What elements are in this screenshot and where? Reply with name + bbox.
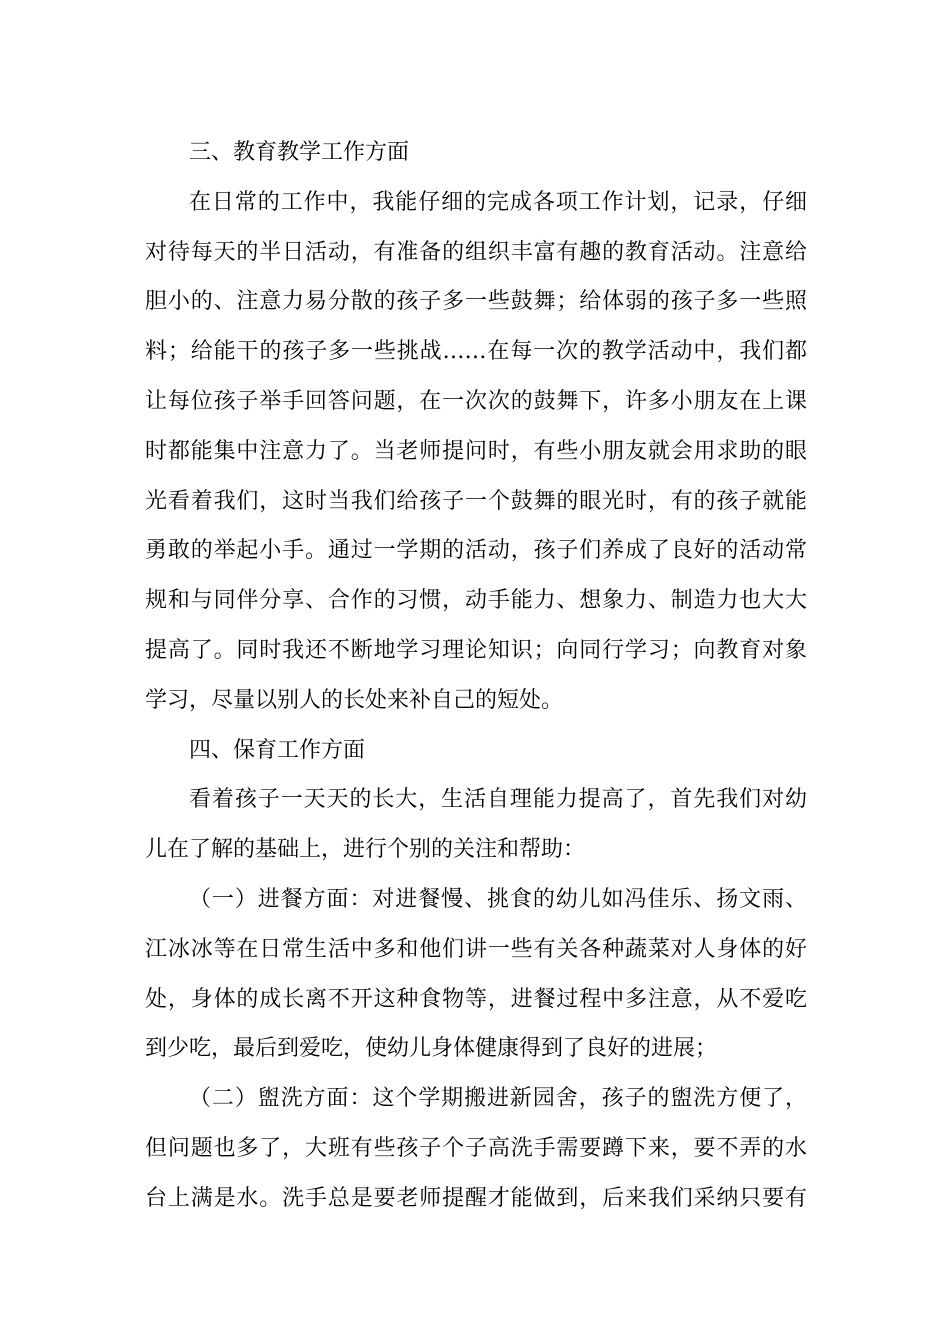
paragraph-line: 时都能集中注意力了。当老师提问时，有些小朋友就会用求助的眼 bbox=[145, 438, 807, 464]
paragraph-line: 提高了。同时我还不断地学习理论知识；向同行学习；向教育对象 bbox=[145, 637, 807, 663]
section-heading: 三、教育教学工作方面 bbox=[189, 140, 410, 165]
paragraph-line: 台上满是水。洗手总是要老师提醒才能做到，后来我们采纳只要有 bbox=[145, 1185, 807, 1211]
paragraph-line: 光看着我们，这时当我们给孩子一个鼓舞的眼光时，有的孩子就能 bbox=[145, 488, 807, 514]
paragraph-line: 江冰冰等在日常生活中多和他们讲一些有关各种蔬菜对人身体的好 bbox=[145, 936, 807, 962]
paragraph-line: （一）进餐方面：对进餐慢、挑食的幼儿如冯佳乐、扬文雨、 bbox=[189, 886, 807, 912]
paragraph-line: 勇敢的举起小手。通过一学期的活动，孩子们养成了良好的活动常 bbox=[145, 538, 807, 564]
paragraph-line: 但问题也多了，大班有些孩子个子高洗手需要蹲下来，要不弄的水 bbox=[145, 1135, 807, 1161]
paragraph-line: 料；给能干的孩子多一些挑战……在每一次的教学活动中，我们都 bbox=[145, 339, 807, 365]
paragraph-line: 看着孩子一天天的长大，生活自理能力提高了，首先我们对幼 bbox=[189, 787, 807, 813]
paragraph-line: 胆小的、注意力易分散的孩子多一些鼓舞；给体弱的孩子多一些照 bbox=[145, 289, 807, 315]
document-body bbox=[145, 128, 807, 1224]
paragraph-line: 学习，尽量以别人的长处来补自己的短处。 bbox=[145, 687, 564, 713]
paragraph-line: 儿在了解的基础上，进行个别的关注和帮助： bbox=[145, 837, 586, 863]
paragraph-line: 让每位孩子举手回答问题，在一次次的鼓舞下，许多小朋友在上课 bbox=[145, 388, 807, 414]
paragraph-line: （二）盥洗方面：这个学期搬进新园舍，孩子的盥洗方便了， bbox=[189, 1086, 807, 1112]
paragraph-line: 处，身体的成长离不开这种食物等，进餐过程中多注意，从不爱吃 bbox=[145, 986, 807, 1012]
paragraph-line: 在日常的工作中，我能仔细的完成各项工作计划，记录，仔细 bbox=[189, 189, 807, 215]
section-heading: 四、保育工作方面 bbox=[189, 737, 366, 763]
paragraph-line: 对待每天的半日活动，有准备的组织丰富有趣的教育活动。注意给 bbox=[145, 239, 807, 265]
paragraph-line: 规和与同伴分享、合作的习惯，动手能力、想象力、制造力也大大 bbox=[145, 588, 807, 614]
paragraph-line: 到少吃，最后到爱吃，使幼儿身体健康得到了良好的进展； bbox=[145, 1036, 718, 1062]
